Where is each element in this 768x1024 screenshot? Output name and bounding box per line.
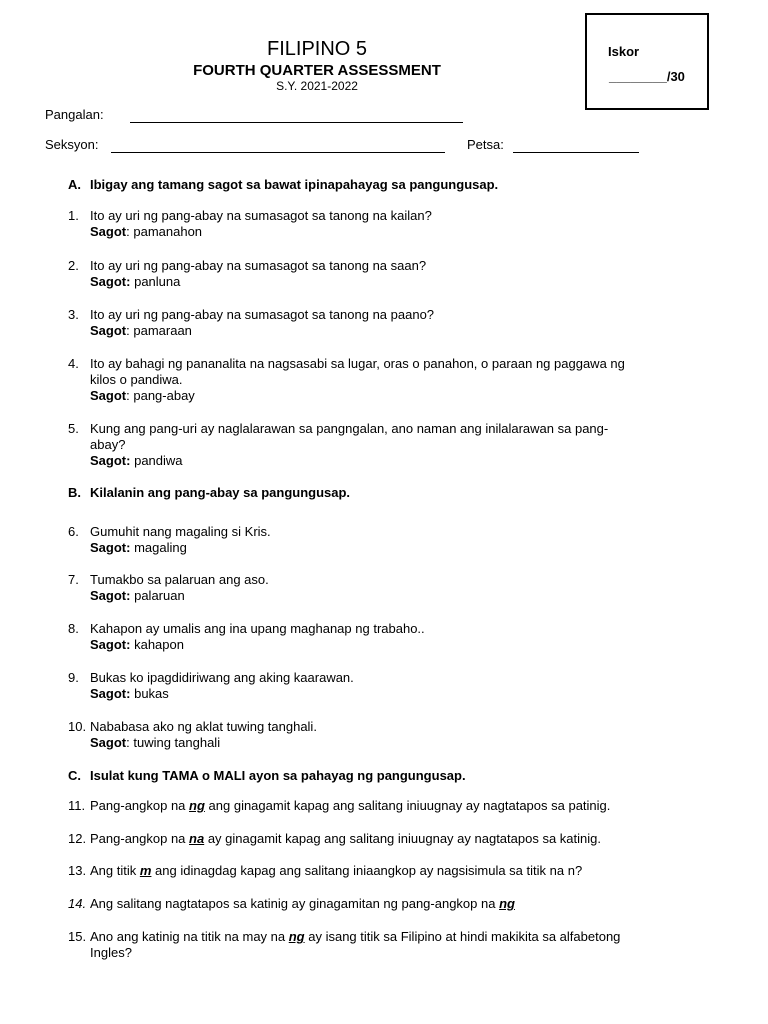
question-text: Ang salitang nagtatapos sa katinig ay ginagamitan ng pang-angkop na (90, 896, 500, 911)
question-number: 1. (68, 208, 79, 223)
answer-label: Sagot: (90, 540, 131, 555)
question-item (90, 798, 720, 814)
question-text: Gumuhit nang magaling si Kris. (90, 524, 271, 539)
answer-text: kahapon (134, 637, 184, 652)
section-instruction: Kilalanin ang pang-abay sa pangungusap. (90, 485, 351, 500)
answer-label: Sagot: (90, 637, 131, 652)
answer-text: panluna (134, 274, 181, 289)
section-letter: B. (68, 485, 81, 500)
question-text: Bukas ko ipagdidiriwang ang aking kaarawan. (90, 670, 354, 685)
question-number: 8. (68, 621, 79, 636)
question-text-continued: abay? (90, 437, 126, 452)
question-item (90, 896, 720, 912)
score-blank: ________/30 (609, 69, 685, 84)
question-item (90, 524, 720, 556)
question-number: 10. (68, 719, 87, 734)
answer-line: Sagot: pamaraan (90, 323, 192, 338)
question-text: ang idinagdag kapag ang salitang iniaangkop ay nagsisimula sa titik na n? (151, 863, 583, 878)
page-title: FILIPINO 5 (266, 38, 368, 60)
question-item (90, 208, 720, 240)
question-number: 14. (68, 896, 87, 911)
question-text: Ano ang katinig na titik na may na (90, 929, 289, 944)
question-number: 15. (68, 929, 87, 944)
question-text: ay isang titik sa Filipino at hindi makikita sa alfabetong (304, 929, 621, 944)
answer-line (90, 540, 720, 556)
question-text: Ang titik (90, 863, 140, 878)
section-letter: A. (68, 177, 81, 192)
section-label: Seksyon: (45, 137, 99, 152)
score-box (585, 13, 709, 110)
question-text-continued: kilos o pandiwa. (90, 372, 183, 387)
section-field[interactable] (111, 152, 445, 153)
question-number: 12. (68, 831, 87, 846)
answer-line: Sagot: pang-abay (90, 388, 195, 403)
name-field[interactable] (130, 122, 463, 123)
question-number: 4. (68, 356, 79, 371)
page-subtitle: FOURTH QUARTER ASSESSMENT (193, 62, 441, 79)
section-a-heading (68, 177, 498, 192)
question-number: 6. (68, 524, 79, 539)
question-number: 9. (68, 670, 79, 685)
answer-text: pandiwa (134, 453, 183, 468)
answer-label: Sagot (90, 735, 127, 750)
question-item (90, 621, 720, 653)
answer-line (90, 686, 720, 702)
answer-label: Sagot (90, 388, 127, 403)
question-text: Kung ang pang-uri ay naglalarawan sa pangngalan, ano naman ang inilalarawan sa pang- (90, 421, 609, 436)
answer-line: Sagot: tuwing tanghali (90, 735, 221, 750)
answer-text: palaruan (134, 588, 185, 603)
answer-label: Sagot (90, 323, 127, 338)
question-item (90, 863, 720, 879)
question-item (90, 307, 720, 339)
question-text-continued: Ingles? (90, 945, 132, 960)
question-text: Nababasa ako ng aklat tuwing tanghali. (90, 719, 317, 734)
keyword: ng (499, 896, 515, 911)
question-number: 3. (68, 307, 79, 322)
answer-label: Sagot: (90, 274, 131, 289)
answer-line (90, 588, 720, 604)
keyword: ng (288, 929, 305, 944)
question-number: 7. (68, 572, 79, 587)
question-text: Kahapon ay umalis ang ina upang maghanap ng trabaho.. (90, 621, 425, 636)
date-field[interactable] (513, 152, 639, 153)
question-item (90, 719, 720, 751)
score-label: Iskor (608, 44, 640, 59)
school-year: S.Y. 2021-2022 (276, 79, 358, 93)
question-number: 5. (68, 421, 79, 436)
section-instruction: Ibigay ang tamang sagot sa bawat ipinapahayag sa pangungusap. (90, 177, 499, 192)
answer-text: bukas (134, 686, 169, 701)
answer-label: Sagot (90, 224, 127, 239)
section-c-heading (68, 768, 466, 783)
question-item (90, 356, 720, 404)
section-instruction: Isulat kung TAMA o MALI ayon sa pahayag ng pangungusap. (90, 768, 466, 783)
keyword: m (139, 863, 152, 878)
answer-label: Sagot: (90, 686, 131, 701)
answer-text: pang-abay (133, 388, 195, 403)
section-b-heading (68, 485, 350, 500)
question-item (90, 572, 720, 604)
question-text: Pang-angkop na (90, 831, 190, 846)
answer-text: magaling (134, 540, 187, 555)
question-text: Ito ay uri ng pang-abay na sumasagot sa tanong na paano? (90, 307, 435, 322)
keyword: ng (189, 798, 205, 813)
question-number: 11. (68, 798, 86, 813)
question-item (90, 421, 720, 469)
keyword: na (189, 831, 205, 846)
question-text: Ito ay uri ng pang-abay na sumasagot sa tanong na saan? (90, 258, 427, 273)
answer-text: pamaraan (133, 323, 192, 338)
answer-label: Sagot: (90, 588, 131, 603)
answer-text: tuwing tanghali (133, 735, 221, 750)
question-text: Tumakbo sa palaruan ang aso. (90, 572, 269, 587)
question-item (90, 258, 720, 290)
answer-line (90, 453, 720, 469)
answer-line: Sagot: pamanahon (90, 224, 203, 239)
question-text: Pang-angkop na (90, 798, 190, 813)
name-label: Pangalan: (45, 107, 104, 122)
answer-label: Sagot: (90, 453, 131, 468)
question-text: Ito ay uri ng pang-abay na sumasagot sa tanong na kailan? (90, 208, 432, 223)
answer-text: pamanahon (133, 224, 203, 239)
question-number: 2. (68, 258, 79, 273)
question-item (90, 831, 720, 847)
answer-line (90, 274, 720, 290)
question-item (90, 929, 720, 961)
question-number: 13. (68, 863, 87, 878)
section-letter: C. (68, 768, 81, 783)
date-label: Petsa: (467, 137, 504, 152)
question-text: ang ginagamit kapag ang salitang iniuugnay ay nagtatapos sa patinig. (204, 798, 611, 813)
question-text: Ito ay bahagi ng pananalita na nagsasabi sa lugar, oras o panahon, o paraan ng paggawa ng (90, 356, 625, 371)
answer-line (90, 637, 720, 653)
question-text: ay ginagamit kapag ang salitang iniuugnay ay nagtatapos sa katinig. (204, 831, 601, 846)
question-item (90, 670, 720, 702)
